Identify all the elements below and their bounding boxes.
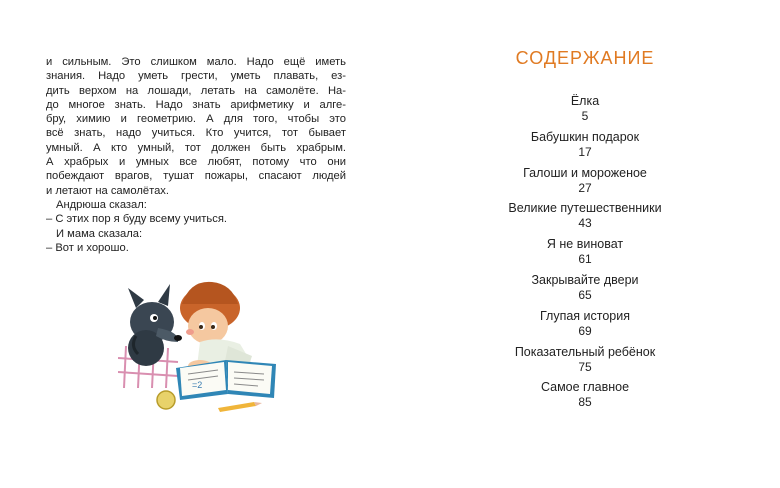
- story-line: и сильным. Это слишком мало. Надо ещё иметь: [46, 56, 346, 68]
- toc-entry[interactable]: [357, 94, 780, 123]
- toc-entry-page: 61: [578, 252, 592, 267]
- toc-entry[interactable]: [357, 166, 780, 195]
- story-line: до многое знать. Надо знать арифметику и алге-: [46, 98, 346, 111]
- story-line: дить верхом на лошади, летать на самолёте. На-: [46, 84, 346, 97]
- boy-figure: [180, 282, 260, 374]
- toc-title: СОДЕРЖАНИЕ: [515, 48, 655, 68]
- story-line: всё знать, надо учиться. Кто учится, тот бывает: [46, 127, 346, 140]
- story-line: бру, химию и геометрию. А для того, чтобы это: [46, 113, 346, 126]
- toc-entry-page: 17: [578, 144, 592, 159]
- toc-entry-title: Самое главное: [540, 380, 630, 395]
- toc-entry-title: Великие путешественники: [508, 201, 662, 216]
- story-line: Андрюша сказал:: [56, 198, 147, 211]
- story-line: А храбрых и умных все любят, потому что они: [46, 156, 346, 169]
- toc-entry[interactable]: [357, 130, 780, 159]
- story-line: – С этих пор я буду всему учиться.: [46, 213, 227, 226]
- toc-entry-title: Глупая история: [539, 308, 631, 323]
- ball: [157, 391, 175, 409]
- story-line: И мама сказала:: [56, 227, 143, 240]
- toc-entry-page: 85: [578, 395, 592, 410]
- toc-entry[interactable]: [357, 237, 780, 266]
- story-text: [46, 55, 346, 255]
- toc-entry-page: 65: [578, 287, 592, 302]
- toc-entry-title: Бабушкин подарок: [530, 129, 640, 144]
- toc-entry-title: Закрывайте двери: [531, 272, 639, 287]
- table-of-contents: [357, 94, 780, 416]
- story-line: – Вот и хорошо.: [46, 241, 129, 254]
- toc-entry-page: 75: [578, 359, 592, 374]
- dog-figure: [128, 284, 182, 366]
- toc-entry[interactable]: [357, 201, 780, 230]
- toc-entry[interactable]: [357, 309, 780, 338]
- svg-text:=2: =2: [192, 380, 203, 390]
- toc-entry[interactable]: [357, 273, 780, 302]
- boy-and-dog-illustration: [118, 276, 288, 416]
- toc-entry-page: 27: [578, 180, 592, 195]
- right-page: [390, 0, 780, 488]
- open-book: [176, 360, 276, 400]
- toc-entry-page: 5: [581, 109, 589, 123]
- toc-entry-title: Ёлка: [570, 94, 600, 108]
- toc-entry-title: Показательный ребёнок: [514, 344, 656, 359]
- story-line: побеждают врагов, тушат пожары, спасают людей: [46, 170, 346, 183]
- toc-entry-title: Я не виноват: [546, 237, 624, 252]
- story-line: и летают на самолётах.: [46, 184, 169, 197]
- toc-entry-title: Галоши и мороженое: [523, 165, 647, 180]
- pencil: [218, 402, 256, 412]
- toc-entry-page: 43: [578, 216, 592, 231]
- toc-entry[interactable]: [357, 380, 780, 409]
- toc-entry-page: 69: [578, 323, 592, 338]
- story-line: умный. А кто умный, тот должен быть храбрым.: [46, 141, 346, 154]
- toc-entry[interactable]: [357, 345, 780, 374]
- story-line: знания. Надо уметь грести, уметь плавать, ез-: [46, 70, 346, 83]
